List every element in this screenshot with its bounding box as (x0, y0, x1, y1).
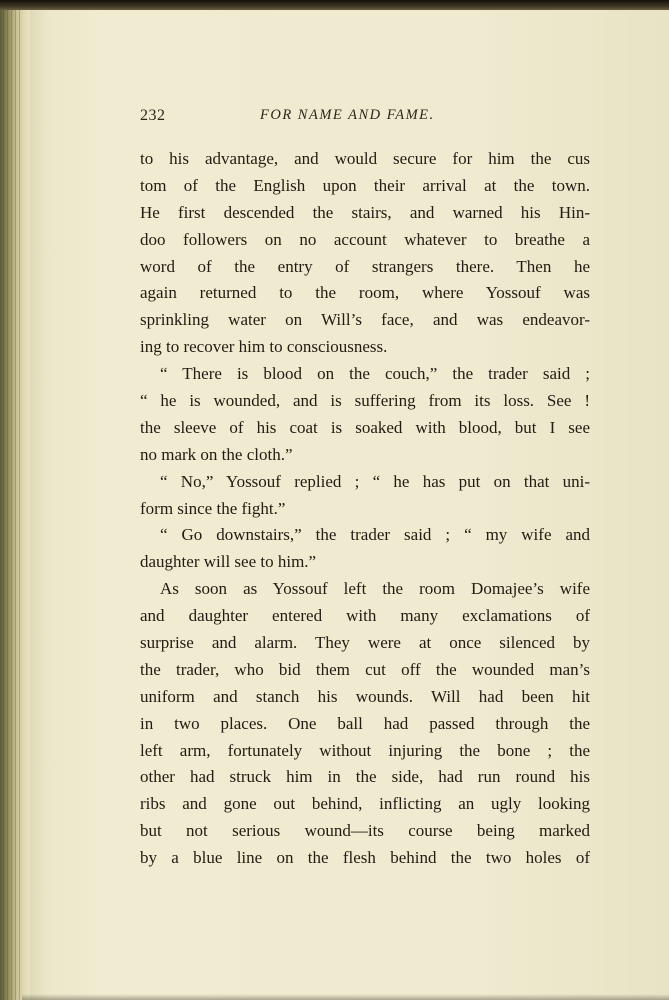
text-line: As soon as Yossouf left the room Domajee’s wife (160, 579, 590, 599)
text-line: “ There is blood on the couch,” the trader said ; (160, 364, 590, 384)
text-line: ribs and gone out behind, inflicting an ugly looking (140, 794, 590, 814)
text-line: by a blue line on the flesh behind the two holes of (140, 848, 590, 868)
text-line: the trader, who bid them cut off the wounded man’s (140, 659, 590, 679)
text-line: and daughter entered with many exclamations of (140, 606, 590, 626)
text-line: the sleeve of his coat is soaked with blood, but I see (140, 417, 590, 437)
page-bottom-shadow (22, 994, 669, 1000)
text-line: tom of the English upon their arrival at the town. (140, 175, 590, 195)
text-line: no mark on the cloth.” (140, 444, 293, 464)
page-number: 232 (140, 107, 166, 124)
text-line: doo followers on no account whatever to breathe a (140, 229, 590, 249)
text-line: surprise and alarm. They were at once silenced by (140, 633, 590, 653)
text-line: ing to recover him to consciousness. (140, 337, 388, 357)
text-line: “ No,” Yossouf replied ; “ he has put on that uni- (160, 471, 590, 491)
text-line: other had struck him in the side, had run round his (140, 767, 590, 787)
page-top-edge (0, 0, 669, 10)
text-line: “ he is wounded, and is suffering from its loss. See ! (140, 391, 590, 411)
text-line: form since the fight.” (140, 498, 286, 518)
text-line: in two places. One ball had passed through the (140, 713, 590, 733)
text-line: left arm, fortunately without injuring the bone ; the (140, 740, 590, 760)
text-line: daughter will see to him.” (140, 552, 317, 572)
page-header (140, 107, 600, 131)
text-line: uniform and stanch his wounds. Will had been hit (140, 686, 590, 706)
text-line: sprinkling water on Will’s face, and was endeavor- (140, 310, 590, 330)
text-line: He first descended the stairs, and warned his Hin- (140, 202, 590, 222)
text-line: word of the entry of strangers there. Then he (140, 256, 590, 276)
text-line: again returned to the room, where Yossouf was (140, 283, 590, 303)
text-line: “ Go downstairs,” the trader said ; “ my wife and (160, 525, 590, 545)
body-text (140, 146, 590, 872)
running-title: FOR NAME AND FAME. (260, 107, 435, 123)
text-line: but not serious wound—its course being marked (140, 821, 590, 841)
text-line: to his advantage, and would secure for him the cus (140, 149, 590, 168)
spine-page-edges (3, 10, 21, 1000)
